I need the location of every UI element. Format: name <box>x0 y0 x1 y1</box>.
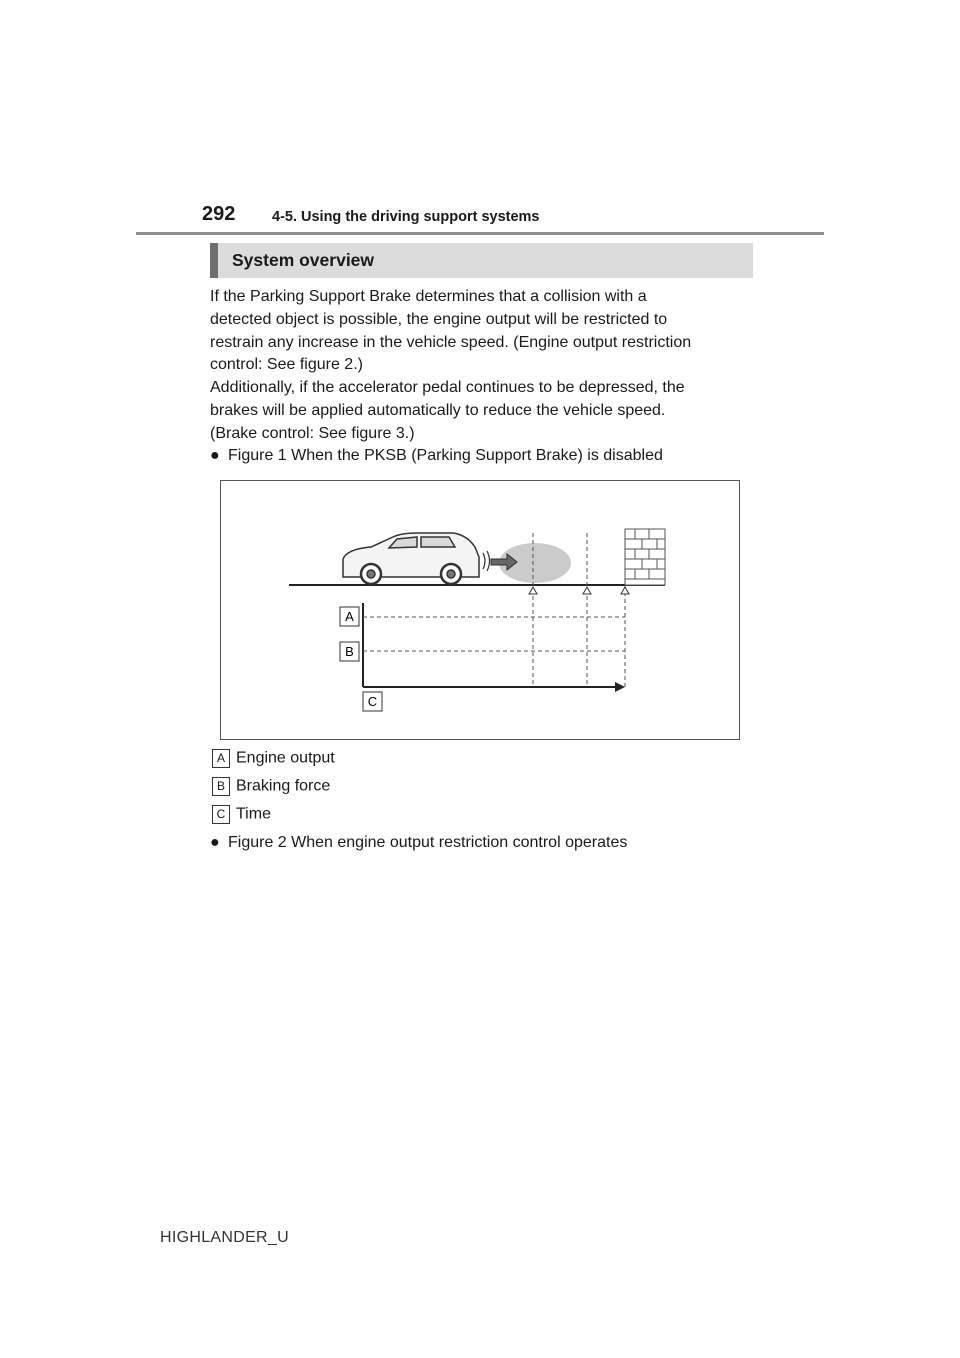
legend-item-c <box>212 805 271 825</box>
bullet-figure-1 <box>210 446 663 466</box>
section-title: System overview <box>232 250 375 270</box>
legend-key: C <box>212 805 230 824</box>
bullet-text: Figure 2 When engine output restriction control operates <box>228 834 628 851</box>
body-line: detected object is possible, the engine output will be restricted to <box>210 310 668 328</box>
legend-item-b <box>212 777 330 797</box>
marker-triangle-icon <box>529 587 537 594</box>
bullet-dot-icon: ● <box>210 834 220 851</box>
body-line: (Brake control: See figure 3.) <box>210 424 415 442</box>
legend-key: A <box>212 749 230 768</box>
marker-triangle-icon <box>583 587 591 594</box>
axis-arrow-icon <box>615 682 625 692</box>
label-c: C <box>367 694 378 709</box>
bullet-text: Figure 1 When the PKSB (Parking Support Brake) is disabled <box>228 447 663 464</box>
figure-1-svg <box>221 481 741 741</box>
bullet-dot-icon: ● <box>210 447 220 464</box>
body-paragraph <box>210 286 770 446</box>
body-line: brakes will be applied automatically to reduce the vehicle speed. <box>210 401 666 419</box>
section-title-box <box>210 243 753 278</box>
footer-model: HIGHLANDER_U <box>160 1229 289 1246</box>
marker-triangle-icon <box>621 587 629 594</box>
section-heading: 4-5. Using the driving support systems <box>272 209 540 225</box>
body-line: Additionally, if the accelerator pedal continues to be depressed, the <box>210 379 685 397</box>
header-divider <box>136 232 824 235</box>
legend-item-a <box>212 749 335 769</box>
sensor-waves-icon <box>483 551 490 571</box>
body-line: restrain any increase in the vehicle speed. (Engine output restriction <box>210 333 692 351</box>
legend-key: B <box>212 777 230 796</box>
legend-text: Braking force <box>236 777 331 795</box>
label-b: B <box>345 644 354 659</box>
page-number: 292 <box>202 203 236 225</box>
label-a: A <box>345 609 354 624</box>
body-line: If the Parking Support Brake determines that a collision with a <box>210 288 647 305</box>
bullet-figure-2 <box>210 833 627 853</box>
body-line: control: See figure 2.) <box>210 356 363 374</box>
legend-text: Time <box>236 805 271 823</box>
legend-text: Engine output <box>236 749 335 767</box>
vehicle-illustration <box>343 533 479 584</box>
figure-1-diagram <box>220 480 740 740</box>
wall-illustration <box>625 529 665 585</box>
